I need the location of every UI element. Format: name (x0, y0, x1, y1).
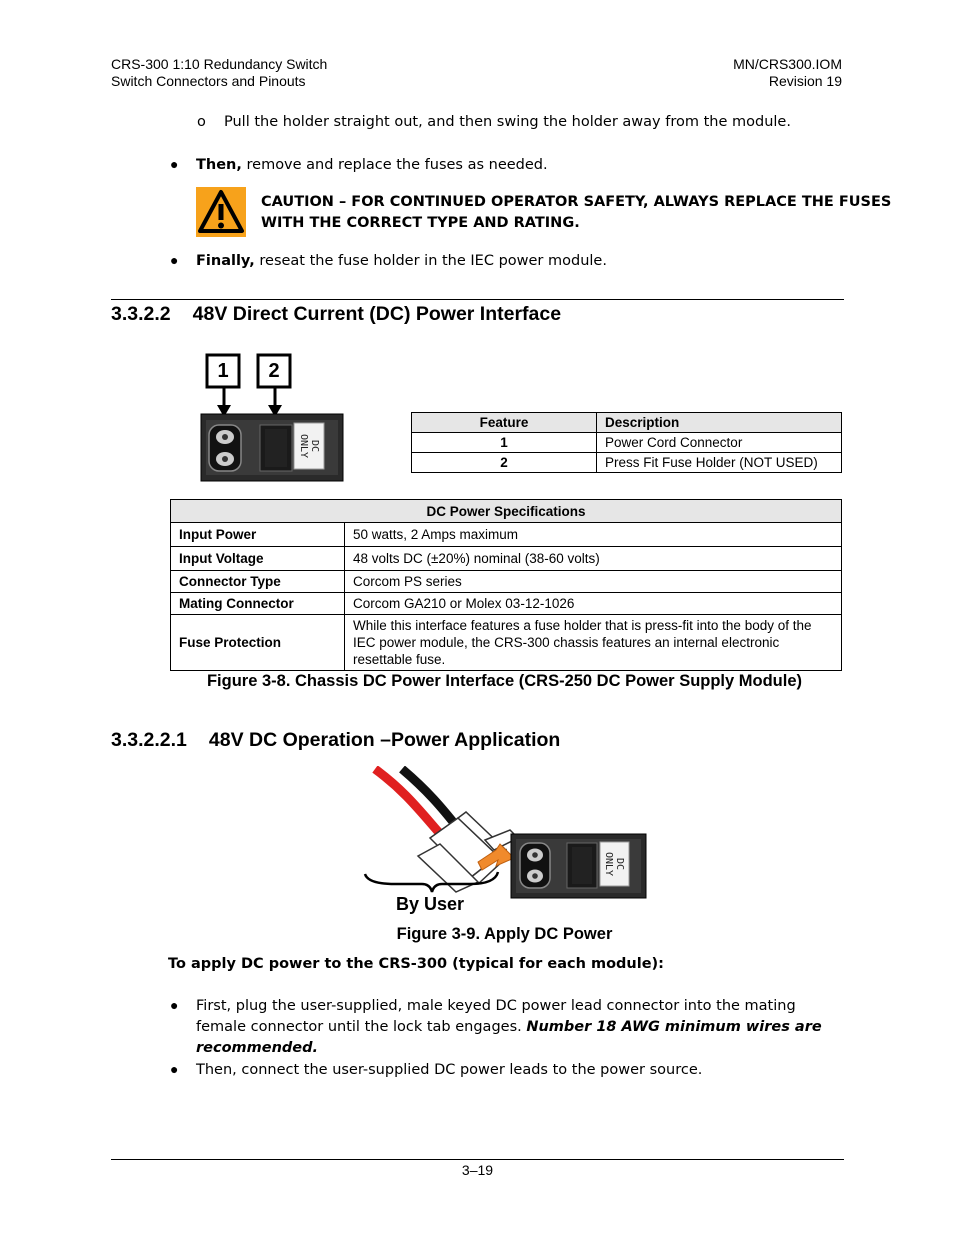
section-number: 3.3.2.2.1 (111, 729, 187, 751)
finally-step-lead: Finally, (196, 253, 255, 269)
table-row (171, 523, 842, 547)
callout-2-label: 2 (268, 360, 280, 382)
bullet-icon: ● (170, 156, 179, 172)
figure-3-8-caption: Figure 3-8. Chassis DC Power Interface (CRS-250 DC Power Supply Module) (206, 672, 803, 690)
table-row (171, 547, 842, 571)
running-header-right (733, 56, 842, 90)
header-section-title: Switch Connectors and Pinouts (111, 73, 306, 89)
spec-value: 50 watts, 2 Amps maximum (345, 523, 842, 547)
section-number: 3.3.2.2 (111, 303, 171, 325)
dc-power-spec-table (170, 499, 842, 671)
table-row (171, 593, 842, 615)
by-user-label: By User (396, 894, 465, 914)
spec-table-title: DC Power Specifications (171, 500, 842, 523)
procedure-step-1 (196, 996, 844, 1059)
dc-only-label (600, 842, 629, 886)
spec-label: Input Power (171, 523, 345, 547)
feature-number: 1 (412, 433, 597, 453)
procedure-step-2: Then, connect the user-supplied DC power leads to the power source. (196, 1062, 703, 1078)
dc-only-line-1: DC (309, 439, 320, 453)
table-row (171, 571, 842, 593)
dc-only-label (294, 423, 324, 469)
dc-only-line-2: ONLY (298, 433, 309, 459)
then-step-lead: Then, (196, 157, 242, 173)
dc-only-line-2: ONLY (603, 851, 615, 877)
pull-holder-text: Pull the holder straight out, and then swing the holder away from the module. (224, 114, 791, 130)
figure-3-9-caption: Figure 3-9. Apply DC Power (396, 925, 613, 943)
apply-dc-power-diagram (360, 766, 650, 916)
header-doc-number: MN/CRS300.IOM (733, 56, 842, 72)
dc-only-line-1: DC (614, 857, 626, 871)
footer-divider (111, 1159, 844, 1160)
feature-table (411, 412, 842, 473)
header-revision: Revision 19 (768, 73, 842, 89)
table-row (171, 615, 842, 671)
header-doc-title: CRS-300 1:10 Redundancy Switch (111, 56, 328, 72)
finally-step (196, 251, 607, 272)
bullet-icon: ● (170, 997, 179, 1013)
spec-table-title-row (171, 500, 842, 523)
feature-table-header (412, 413, 842, 433)
caution-line-2: WITH THE CORRECT TYPE AND RATING. (261, 215, 580, 231)
section-title: 48V Direct Current (DC) Power Interface (192, 303, 562, 325)
caution-warning-icon (196, 187, 246, 237)
spec-label: Input Voltage (171, 547, 345, 571)
spec-label: Mating Connector (171, 593, 345, 615)
section-title: 48V DC Operation –Power Application (208, 729, 561, 751)
then-step-text: remove and replace the fuses as needed. (241, 157, 548, 173)
page-number: 3–19 (461, 1162, 494, 1178)
callout-1-label: 1 (217, 360, 229, 382)
spec-label: Fuse Protection (171, 615, 345, 671)
spec-value: Corcom PS series (345, 571, 842, 593)
feature-description: Press Fit Fuse Holder (NOT USED) (597, 453, 842, 473)
bullet-icon: ● (170, 1061, 179, 1077)
description-column-header: Description (597, 413, 842, 433)
table-row (412, 433, 842, 453)
caution-text (261, 192, 891, 234)
spec-value: Corcom GA210 or Molex 03-12-1026 (345, 593, 842, 615)
running-header-left (111, 56, 327, 90)
step-1-emphasis: Number 18 AWG minimum wires are recommended. (196, 1019, 822, 1056)
bullet-icon: ● (170, 252, 179, 268)
sub-bullet-marker: o (197, 114, 206, 130)
feature-number: 2 (412, 453, 597, 473)
caution-line-1: CAUTION – FOR CONTINUED OPERATOR SAFETY, ALWAYS REPLACE THE FUSES (261, 194, 892, 210)
step-1-text: First, plug the user-supplied, male keyed DC power lead connector into the mating female connector until the lock tab engages. (196, 998, 796, 1035)
dc-power-module-diagram (200, 353, 345, 483)
spec-value: While this interface features a fuse holder that is press-fit into the body of the IEC power module, the CRS-300 chassis features an internal electronic resettable fuse. (345, 615, 842, 671)
section-heading-3-3-2-2-1 (111, 729, 560, 752)
procedure-heading: To apply DC power to the CRS-300 (typical for each module): (168, 956, 664, 972)
spec-label: Connector Type (171, 571, 345, 593)
feature-description: Power Cord Connector (597, 433, 842, 453)
section-divider (111, 299, 844, 300)
table-row (412, 453, 842, 473)
spec-value: 48 volts DC (±20%) nominal (38-60 volts) (345, 547, 842, 571)
finally-step-text: reseat the fuse holder in the IEC power module. (254, 253, 607, 269)
feature-column-header: Feature (412, 413, 597, 433)
section-heading-3-3-2-2 (111, 303, 561, 326)
then-step (196, 155, 548, 176)
